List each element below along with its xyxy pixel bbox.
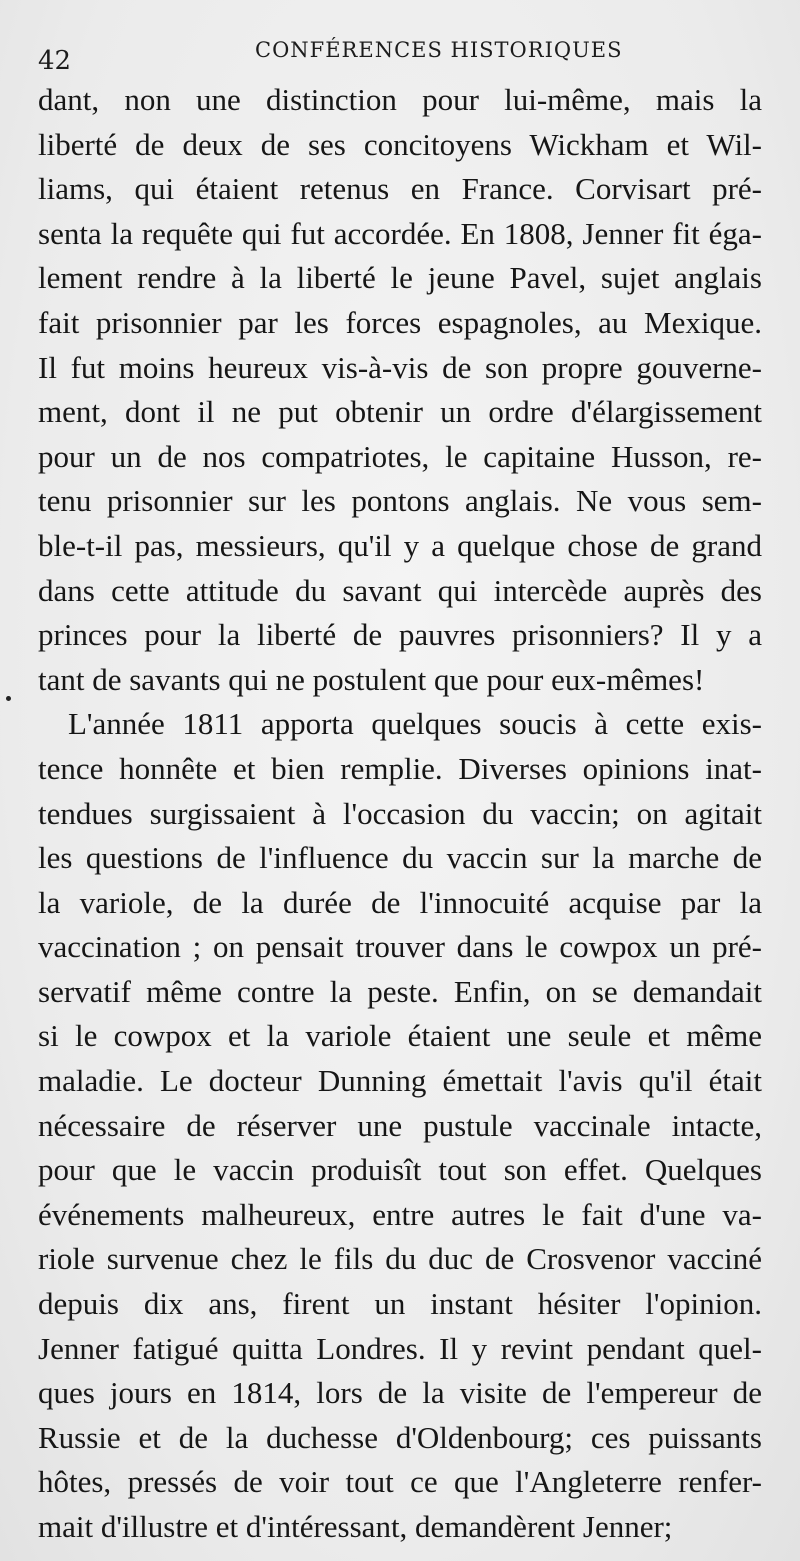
text-line: tenu prisonnier sur les pontons anglais. Ne vous sem-	[38, 483, 762, 519]
text-line: Jenner fatigué quitta Londres. Il y revint pendant quel-	[38, 1330, 762, 1366]
text-line: ment, dont il ne put obtenir un ordre d'élargissement	[38, 394, 762, 430]
text-line: mait d'illustre et d'intéressant, demandèrent Jenner;	[38, 1509, 673, 1544]
text-line: maladie. Le docteur Dunning émettait l'avis qu'il était	[38, 1063, 762, 1099]
paragraph	[38, 78, 762, 702]
text-line: nécessaire de réserver une pustule vaccinale intacte,	[38, 1107, 762, 1143]
text-line: la variole, de la durée de l'innocuité acquise par la	[38, 884, 762, 920]
text-line: liams, qui étaient retenus en France. Corvisart pré-	[38, 171, 762, 207]
body-text	[38, 78, 762, 1550]
text-line: fait prisonnier par les forces espagnoles, au Mexique.	[38, 304, 762, 340]
text-line: tant de savants qui ne postulent que pour eux-mêmes!	[38, 661, 705, 697]
text-line: ble-t-il pas, messieurs, qu'il y a quelque chose de grand	[38, 527, 762, 563]
text-line: senta la requête qui fut accordée. En 1808, Jenner fit éga-	[38, 215, 762, 251]
text-line: riole survenue chez le fils du duc de Crosvenor vacciné	[38, 1241, 762, 1277]
running-title: CONFÉRENCES HISTORIQUES	[255, 38, 623, 62]
text-line: L'année 1811 apporta quelques soucis à cette exis-	[68, 706, 762, 742]
text-line: les questions de l'influence du vaccin sur la marche de	[38, 840, 762, 876]
text-line: tendues surgissaient à l'occasion du vaccin; on agitait	[38, 795, 762, 831]
text-line: lement rendre à la liberté le jeune Pavel, sujet anglais	[38, 260, 762, 296]
text-line: hôtes, pressés de voir tout ce que l'Angleterre renfer-	[38, 1464, 762, 1500]
text-line: pour que le vaccin produisît tout son effet. Quelques	[38, 1152, 762, 1188]
paragraph	[38, 702, 762, 1549]
text-line: princes pour la liberté de pauvres prisonniers? Il y a	[38, 617, 762, 653]
page-number: 42	[38, 46, 72, 76]
text-line: tence honnête et bien remplie. Diverses opinions inat-	[38, 750, 762, 786]
text-line: si le cowpox et la variole étaient une seule et même	[38, 1018, 762, 1054]
text-line: depuis dix ans, firent un instant hésiter l'opinion.	[38, 1286, 762, 1322]
text-line: liberté de deux de ses concitoyens Wickham et Wil-	[38, 126, 762, 162]
text-line: Russie et de la duchesse d'Oldenbourg; ces puissants	[38, 1419, 762, 1455]
text-line: événements malheureux, entre autres le fait d'une va-	[38, 1196, 762, 1232]
page-header	[0, 32, 800, 82]
text-line: dant, non une distinction pour lui-même, mais la	[38, 82, 762, 117]
text-line: Il fut moins heureux vis-à-vis de son propre gouverne-	[38, 349, 762, 385]
ink-speck	[6, 696, 11, 701]
text-line: dans cette attitude du savant qui intercède auprès des	[38, 572, 762, 608]
text-line: pour un de nos compatriotes, le capitaine Husson, re-	[38, 438, 762, 474]
text-line: servatif même contre la peste. Enfin, on se demandait	[38, 973, 762, 1009]
text-line: vaccination ; on pensait trouver dans le cowpox un pré-	[38, 929, 762, 965]
text-line: ques jours en 1814, lors de la visite de l'empereur de	[38, 1375, 762, 1411]
